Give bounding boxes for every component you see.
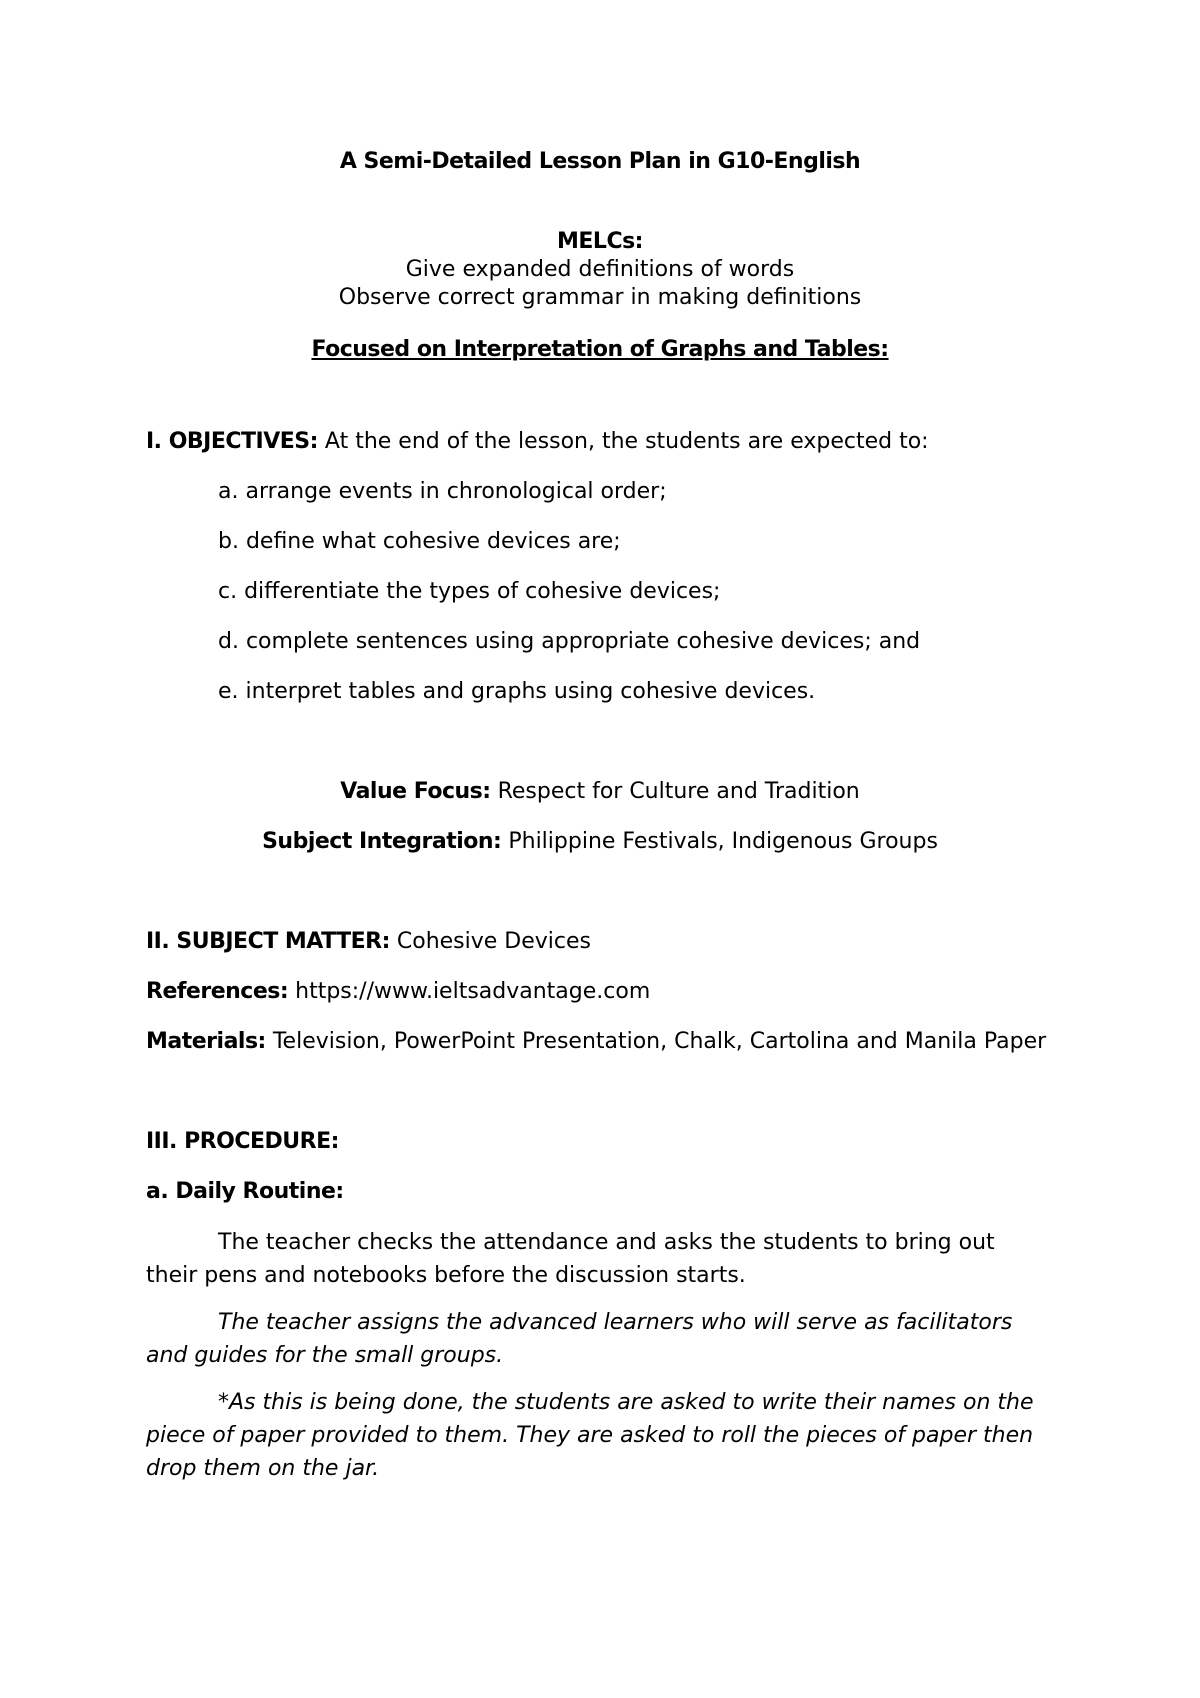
subject-integration — [0, 828, 1200, 856]
melcs-heading: MELCs: — [557, 229, 643, 254]
subject-integration-text: Philippine Festivals, Indigenous Groups — [501, 829, 938, 854]
subject-integration-label: Subject Integration: — [262, 829, 502, 854]
melcs-line: Observe correct grammar in making definitions — [338, 285, 862, 310]
procedure-paragraph: The teacher checks the attendance and asks the students to bring out their pens and notebooks before the discussion starts. — [146, 1230, 995, 1288]
materials-text: Television, PowerPoint Presentation, Chalk, Cartolina and Manila Paper — [265, 1029, 1047, 1054]
objective-item: d. complete sentences using appropriate cohesive devices; and — [218, 629, 921, 654]
objective-item: b. define what cohesive devices are; — [218, 529, 621, 554]
materials — [146, 1028, 1046, 1056]
materials-label: Materials: — [146, 1029, 266, 1054]
melcs-line: Give expanded definitions of words — [405, 257, 795, 282]
document-title: A Semi-Detailed Lesson Plan in G10-English — [339, 149, 861, 174]
subject-matter-text: Cohesive Devices — [389, 929, 592, 954]
references-text: https://www.ieltsadvantage.com — [288, 979, 651, 1004]
daily-routine-heading: a. Daily Routine: — [146, 1179, 344, 1204]
references — [146, 978, 650, 1006]
procedure-paragraph: *As this is being done, the students are asked to write their names on the piece of paper provided to them. They are asked to roll the pieces of paper then drop them on the jar. — [146, 1390, 1034, 1481]
objectives-label: I. OBJECTIVES: — [146, 429, 318, 454]
subject-matter-label: II. SUBJECT MATTER: — [146, 929, 390, 954]
objectives-intro: At the end of the lesson, the students are expected to: — [317, 429, 929, 454]
objective-item: c. differentiate the types of cohesive devices; — [218, 579, 721, 604]
objective-item: a. arrange events in chronological order; — [218, 479, 667, 504]
references-label: References: — [146, 979, 289, 1004]
objective-item: e. interpret tables and graphs using cohesive devices. — [218, 679, 816, 704]
value-focus — [0, 778, 1200, 806]
procedure-heading: III. PROCEDURE: — [146, 1129, 339, 1154]
focus-heading: Focused on Interpretation of Graphs and Tables: — [311, 337, 889, 362]
procedure-paragraph: The teacher assigns the advanced learners who will serve as facilitators and guides for the small groups. — [146, 1310, 1013, 1368]
subject-matter — [146, 928, 591, 956]
objectives-line — [146, 428, 929, 456]
value-focus-text: Respect for Culture and Tradition — [490, 779, 860, 804]
value-focus-label: Value Focus: — [340, 779, 491, 804]
